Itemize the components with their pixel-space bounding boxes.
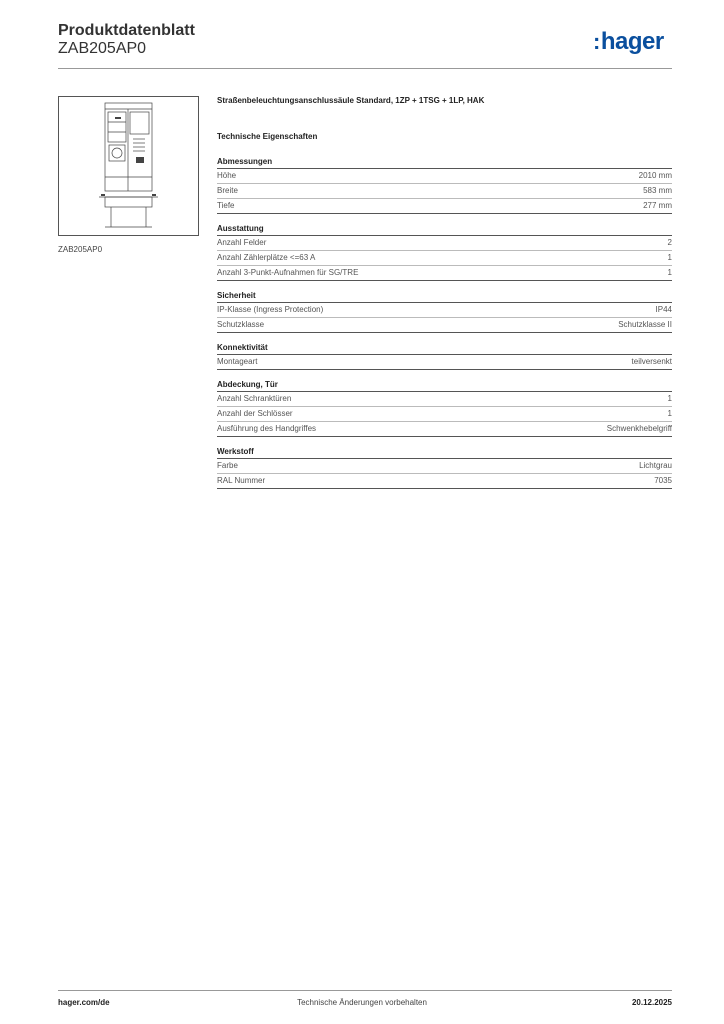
product-description: Straßenbeleuchtungsanschlussäule Standard, 1ZP + 1TSG + 1LP, HAK <box>217 96 485 105</box>
group-title: Abdeckung, Tür <box>217 379 672 392</box>
row-label: Montageart <box>217 357 258 366</box>
table-row <box>217 318 672 333</box>
row-value: 583 mm <box>643 186 672 195</box>
row-value: 277 mm <box>643 201 672 210</box>
table-row <box>217 422 672 437</box>
group-title: Konnektivität <box>217 342 672 355</box>
table-row <box>217 303 672 318</box>
group-title: Werkstoff <box>217 446 672 459</box>
group-abdeckung-tuer <box>217 379 672 437</box>
hager-logo: :hager <box>593 28 664 55</box>
table-row <box>217 251 672 266</box>
row-value: IP44 <box>655 305 672 314</box>
row-value: 1 <box>667 409 672 418</box>
table-row <box>217 355 672 370</box>
footer-date: 20.12.2025 <box>631 998 672 1007</box>
row-value: teilversenkt <box>631 357 672 366</box>
footer-website-link[interactable]: hager.com/de <box>58 998 110 1007</box>
cabinet-drawing <box>59 97 198 235</box>
group-abmessungen <box>217 156 672 214</box>
row-label: Schutzklasse <box>217 320 265 329</box>
row-value: Schutzklasse II <box>618 320 672 329</box>
table-row <box>217 392 672 407</box>
row-label: Tiefe <box>217 201 235 210</box>
image-caption: ZAB205AP0 <box>58 245 103 254</box>
table-row <box>217 407 672 422</box>
table-row <box>217 236 672 251</box>
content <box>217 96 672 498</box>
row-label: IP-Klasse (Ingress Protection) <box>217 305 324 314</box>
group-konnektivitaet <box>217 342 672 370</box>
row-value: Schwenkhebelgriff <box>606 424 672 433</box>
group-title: Sicherheit <box>217 290 672 303</box>
table-row <box>217 184 672 199</box>
footer-divider <box>58 990 672 991</box>
section-title: Technische Eigenschaften <box>217 132 318 141</box>
group-sicherheit <box>217 290 672 333</box>
row-value: 2010 mm <box>638 171 672 180</box>
row-value: 2 <box>667 238 672 247</box>
row-value: 1 <box>667 253 672 262</box>
group-werkstoff <box>217 446 672 489</box>
group-title: Abmessungen <box>217 156 672 169</box>
table-row <box>217 459 672 474</box>
page-title: Produktdatenblatt <box>58 22 195 39</box>
group-ausstattung <box>217 223 672 281</box>
row-label: Anzahl Schranktüren <box>217 394 292 403</box>
row-label: Anzahl Felder <box>217 238 267 247</box>
row-value: Lichtgrau <box>639 461 672 470</box>
row-label: Farbe <box>217 461 238 470</box>
product-image <box>58 96 199 236</box>
row-label: Breite <box>217 186 238 195</box>
product-code: ZAB205AP0 <box>58 40 147 57</box>
table-row <box>217 169 672 184</box>
table-row <box>217 474 672 489</box>
row-label: RAL Nummer <box>217 476 266 485</box>
logo-text: hager <box>600 28 664 55</box>
row-label: Anzahl der Schlösser <box>217 409 293 418</box>
row-value: 7035 <box>654 476 672 485</box>
row-value: 1 <box>667 268 672 277</box>
row-value: 1 <box>667 394 672 403</box>
table-row <box>217 199 672 214</box>
row-label: Anzahl 3-Punkt-Aufnahmen für SG/TRE <box>217 268 359 277</box>
footer-notice: Technische Änderungen vorbehalten <box>297 998 427 1007</box>
row-label: Ausführung des Handgriffes <box>217 424 317 433</box>
header-divider <box>58 68 672 69</box>
group-title: Ausstattung <box>217 223 672 236</box>
row-label: Höhe <box>217 171 237 180</box>
row-label: Anzahl Zählerplätze <=63 A <box>217 253 316 262</box>
table-row <box>217 266 672 281</box>
